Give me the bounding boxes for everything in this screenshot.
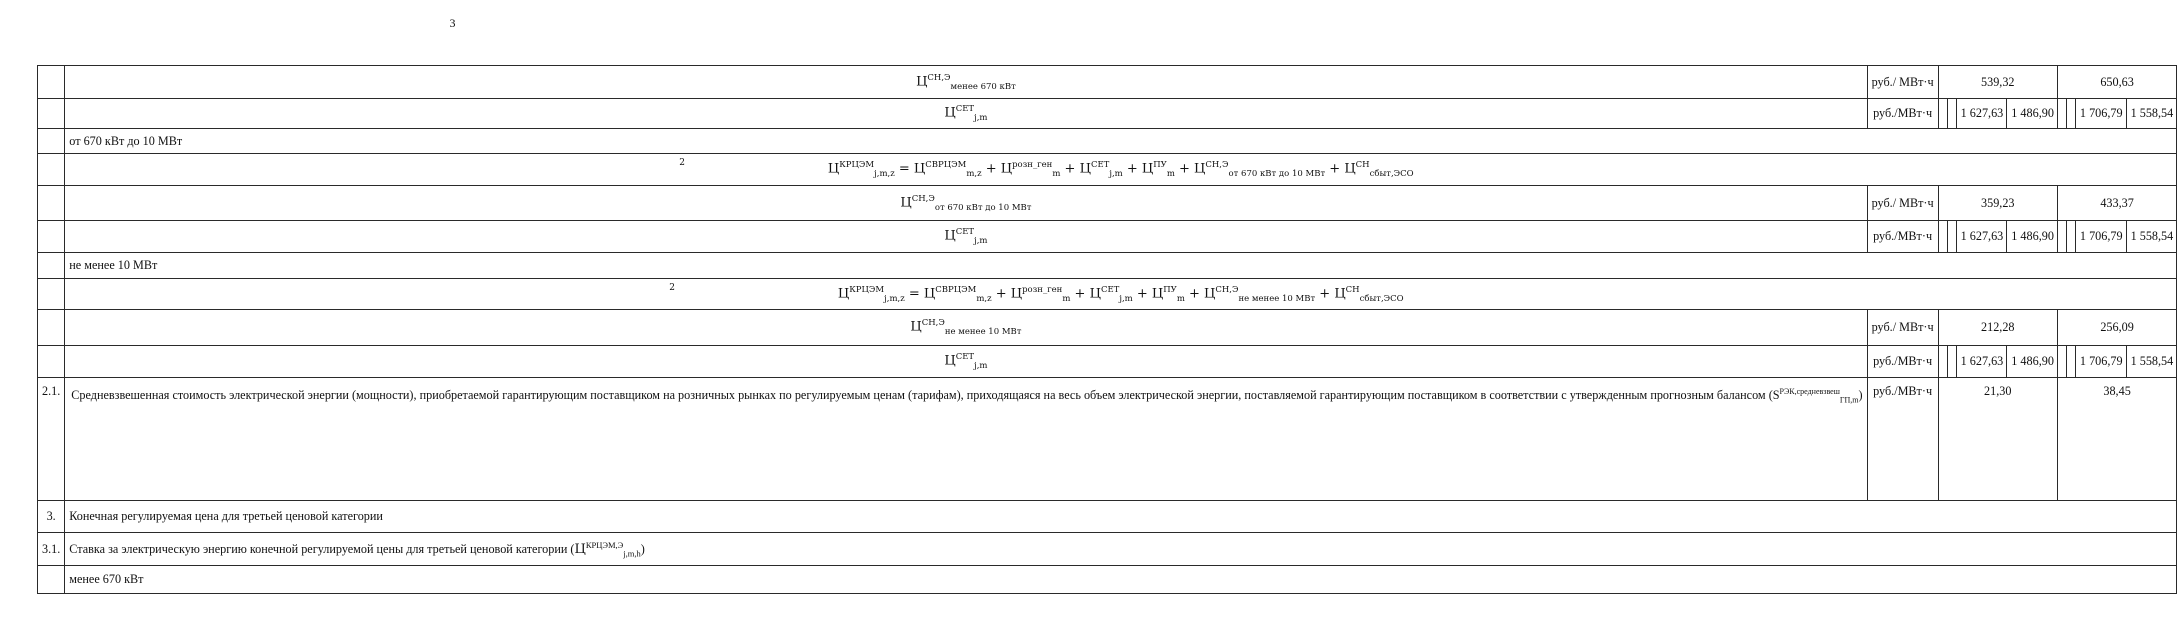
empty-cell — [2066, 221, 2075, 253]
value-cell: 1 486,90 — [2007, 346, 2058, 378]
item-number: 3.1. — [38, 533, 65, 566]
section-heading: менее 670 кВт — [65, 566, 2177, 594]
value-cell: 38,45 — [2057, 378, 2176, 501]
footnote-mark: 2 — [669, 283, 676, 293]
value-cell: 256,09 — [2057, 310, 2176, 346]
empty-cell — [2057, 99, 2066, 129]
num-cell — [38, 154, 65, 186]
empty-cell — [1947, 346, 1956, 378]
unit-cell: руб./ МВт·ч — [1867, 310, 1938, 346]
value-cell: 1 486,90 — [2007, 99, 2058, 129]
value-cell: 1 706,79 — [2075, 99, 2126, 129]
table-row — [38, 129, 2177, 154]
footnote-mark: 2 — [679, 158, 686, 168]
table-row — [38, 346, 2177, 378]
table-row — [38, 154, 2177, 186]
value-cell: 539,32 — [1938, 66, 2057, 99]
formula-notless10: $Ц^{КРЦЭМ}_{j,m,z} = Ц^{СВРЦЭМ}_{m,z} + Ц^{розн\_ген}_m + Ц^{СЕТ}_{j,m} + Ц^{ПУ}_m + Ц^{СН,Э}_{не менее 10 МВт} + Ц^{СН}_{сбыт,ЭСО}$ 2 — [65, 279, 2177, 310]
value-cell: 359,23 — [1938, 186, 2057, 221]
num-cell — [38, 99, 65, 129]
table-row — [38, 66, 2177, 99]
unit-cell: руб./ МВт·ч — [1867, 66, 1938, 99]
item-number: 3. — [38, 501, 65, 533]
value-cell: 1 627,63 — [1956, 99, 2007, 129]
empty-cell — [1938, 346, 1947, 378]
item-number: 2.1. — [38, 378, 65, 501]
item-text: Конечная регулируемая цена для третьей ценовой категории — [65, 501, 2177, 533]
num-cell — [38, 279, 65, 310]
unit-cell: руб./МВт·ч — [1867, 221, 1938, 253]
value-cell: 21,30 — [1938, 378, 2057, 501]
value-cell: 1 627,63 — [1956, 221, 2007, 253]
indicator-set: $Ц^{СЕТ}_{j,m}$ — [65, 99, 1867, 129]
indicator-set: $Ц^{СЕТ}_{j,m}$ — [65, 346, 1867, 378]
value-cell: 650,63 — [2057, 66, 2176, 99]
item-text: Средневзвешенная стоимость электрической энергии (мощности), приобретаемой гарантирующим поставщиком на розничных рынках по регулируемым ценам (тарифам), приходящаяся на весь объем электрической энергии, поставляемой гарантирующим поставщиком в соответствии с утвержденным прогнозным балансом $(S^{РЭК,средневзвеш}_{ГП,m})$ — [65, 378, 1867, 501]
empty-cell — [2066, 346, 2075, 378]
formula-from670to10: $Ц^{КРЦЭМ}_{j,m,z} = Ц^{СВРЦЭМ}_{m,z} + Ц^{розн\_ген}_m + Ц^{СЕТ}_{j,m} + Ц^{ПУ}_m + Ц^{СН,Э}_{от 670 кВт до 10 МВт} + Ц^{СН}_{сбыт,ЭСО}$ 2 — [65, 154, 2177, 186]
table-row — [38, 186, 2177, 221]
empty-cell — [1938, 99, 1947, 129]
table-row — [38, 99, 2177, 129]
empty-cell — [2057, 221, 2066, 253]
table-row — [38, 253, 2177, 279]
unit-cell: руб./МВт·ч — [1867, 99, 1938, 129]
unit-cell: руб./ МВт·ч — [1867, 186, 1938, 221]
empty-cell — [2066, 99, 2075, 129]
indicator-sne-from670to10: $Ц^{СН,Э}_{от 670 кВт до 10 МВт}$ — [65, 186, 1867, 221]
num-cell — [38, 66, 65, 99]
empty-cell — [1938, 221, 1947, 253]
section-heading: от 670 кВт до 10 МВт — [65, 129, 2177, 154]
table-row — [38, 378, 2177, 501]
table-row — [38, 533, 2177, 566]
indicator-sne-notless10: $Ц^{СН,Э}_{не менее 10 МВт}$ — [65, 310, 1867, 346]
indicator-sne-less670: $Ц^{СН,Э}_{менее 670 кВт}$ — [65, 66, 1867, 99]
table-row — [38, 221, 2177, 253]
table-row — [38, 310, 2177, 346]
value-cell: 1 558,54 — [2126, 99, 2177, 129]
table-row — [38, 279, 2177, 310]
empty-cell — [1947, 99, 1956, 129]
num-cell — [38, 221, 65, 253]
value-cell: 1 627,63 — [1956, 346, 2007, 378]
table-row — [38, 566, 2177, 594]
num-cell — [38, 310, 65, 346]
value-cell: 212,28 — [1938, 310, 2057, 346]
value-cell: 1 486,90 — [2007, 221, 2058, 253]
value-cell: 1 558,54 — [2126, 346, 2177, 378]
num-cell — [38, 253, 65, 279]
tariff-table — [37, 65, 2177, 594]
value-cell: 1 706,79 — [2075, 221, 2126, 253]
section-heading: не менее 10 МВт — [65, 253, 2177, 279]
page-number: 3 — [449, 16, 456, 30]
num-cell — [38, 186, 65, 221]
value-cell: 433,37 — [2057, 186, 2176, 221]
unit-cell: руб./МВт·ч — [1867, 346, 1938, 378]
item-text: Ставка за электрическую энергию конечной регулируемой цены для третьей ценовой категории $(Ц^{КРЦЭМ,Э}_{j,m,h})$ — [65, 533, 2177, 566]
table-row — [38, 501, 2177, 533]
empty-cell — [1947, 221, 1956, 253]
empty-cell — [2057, 346, 2066, 378]
indicator-set: $Ц^{СЕТ}_{j,m}$ — [65, 221, 1867, 253]
num-cell — [38, 129, 65, 154]
num-cell — [38, 346, 65, 378]
value-cell: 1 558,54 — [2126, 221, 2177, 253]
value-cell: 1 706,79 — [2075, 346, 2126, 378]
num-cell — [38, 566, 65, 594]
unit-cell: руб./МВт·ч — [1867, 378, 1938, 501]
